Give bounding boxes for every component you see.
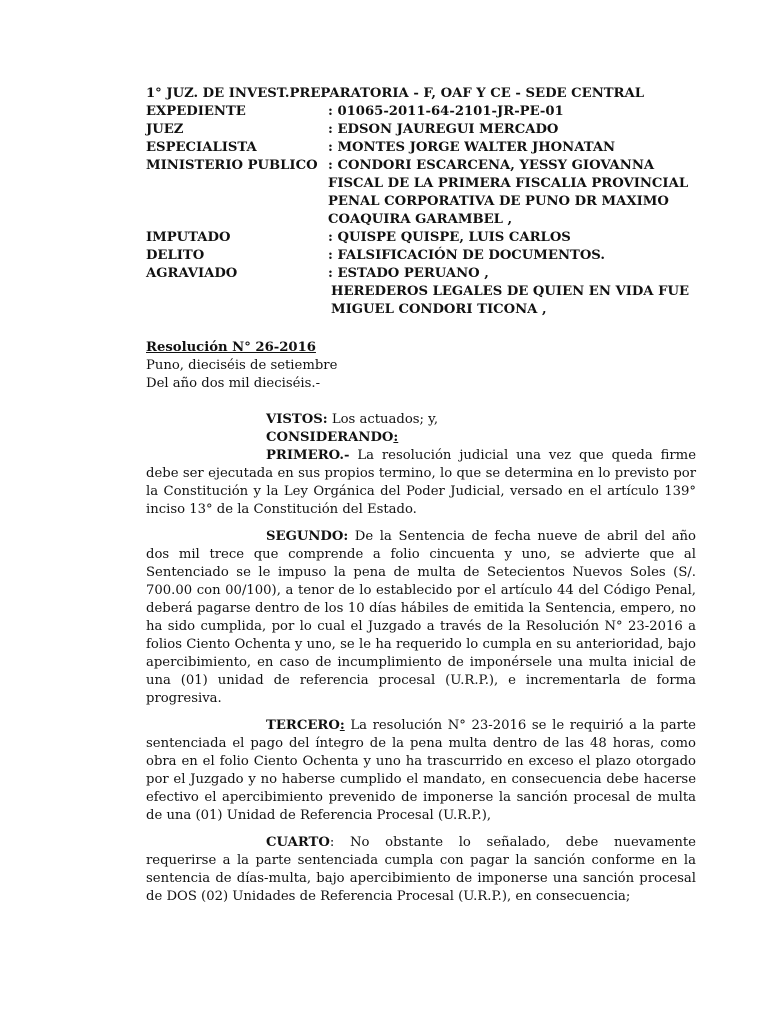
vistos-text: Los actuados; y, <box>327 412 439 427</box>
resolution-title <box>146 339 696 357</box>
resolution-place-date: Puno, dieciséis de setiembre <box>146 358 338 373</box>
primero-label: PRIMERO.- <box>266 448 350 463</box>
vistos-line <box>146 411 696 429</box>
vistos-label: VISTOS: <box>266 412 328 427</box>
header-value: : QUISPE QUISPE, LUIS CARLOS <box>328 230 571 245</box>
paragraph-primero <box>146 447 696 519</box>
paragraph-segundo <box>146 528 696 708</box>
header-label: IMPUTADO <box>146 230 231 245</box>
agraviado-continuation-line: HEREDEROS LEGALES DE QUIEN EN VIDA FUE <box>331 284 690 299</box>
header-value: : 01065-2011-64-2101-JR-PE-01 <box>328 104 564 119</box>
header-value: : FALSIFICACIÓN DE DOCUMENTOS. <box>328 248 605 263</box>
header-label: JUEZ <box>146 122 184 137</box>
tercero-text: La resolución N° 23-2016 se le requirió a la parte sentenciada el pago del íntegro de la pena multa dentro de las 48 horas, como obra en el folio Ciento Ochenta y uno ha trascurrido en exceso el plazo otorgado por el Juzgado y no haberse cumplido el mandato, en consecuencia debe hacerse efectivo el apercibimiento prevenido de imponerse la sanción procesal de multa de una (01) Unidad de Referencia Procesal (U.R.P.), <box>146 718 696 823</box>
header-label: MINISTERIO PUBLICO <box>146 158 318 173</box>
primero-text: La resolución judicial una vez que queda firme debe ser ejecutada en sus propios termino, lo que se determina en lo previsto por la Constitución y la Ley Orgánica del Poder Judicial, versado en el artículo 139° inciso 13° de la Constitución del Estado. <box>146 448 696 517</box>
paragraph-cuarto <box>146 834 696 906</box>
case-header <box>146 103 696 319</box>
header-label: AGRAVIADO <box>146 266 238 281</box>
considerando-label: CONSIDERANDO <box>266 430 394 445</box>
header-label: EXPEDIENTE <box>146 104 246 119</box>
header-row-imputado <box>146 229 696 247</box>
header-value: : EDSON JAUREGUI MERCADO <box>328 122 559 137</box>
ministerio-continuation-line: COAQUIRA GARAMBEL , <box>328 212 513 227</box>
cuarto-label: CUARTO <box>266 835 330 850</box>
considerando-line <box>146 429 696 447</box>
segundo-text: De la Sentencia de fecha nueve de abril del año dos mil trece que comprende a folio cincuenta y uno, se advierte que al Sentenciado se le impuso la pena de multa de Setecientos Nuevos Soles (S/. 700.00 con 00/100), a tenor de lo establecido por el artículo 44 del Código Penal, deberá pagarse dentro de los 10 días hábiles de emitida la Sentencia, empero, no ha sido cumplida, por lo cual el Juzgado a través de la Resolución N° 23-2016 a folios Ciento Ochenta y uno, se le ha requerido lo cumpla en su anterioridad, bajo apercibimiento, en caso de incumplimiento de imponérsele una multa inicial de una (01) unidad de referencia procesal (U.R.P.), e incrementarla de forma progresiva. <box>146 529 696 706</box>
header-label: ESPECIALISTA <box>146 140 257 155</box>
header-label: DELITO <box>146 248 205 263</box>
considerando-colon: : <box>393 430 399 445</box>
resolution-year: Del año dos mil dieciséis.- <box>146 376 321 391</box>
header-row-juez <box>146 121 696 139</box>
document-page <box>146 85 696 906</box>
resolution-title-text: Resolución N° 26-2016 <box>146 340 316 355</box>
court-name: 1° JUZ. DE INVEST.PREPARATORIA - F, OAF Y CE - SEDE CENTRAL <box>146 86 645 101</box>
header-row-agraviado <box>146 265 696 283</box>
header-row-expediente <box>146 103 696 121</box>
cuarto-text: : No obstante lo señalado, debe nuevamente requerirse a la parte sentenciada cumpla con pagar la sanción conforme en la sentencia de días-multa, bajo apercibimiento de imponerse una sanción procesal de DOS (02) Unidades de Referencia Procesal (U.R.P.), en consecuencia; <box>146 835 696 904</box>
header-row-especialista <box>146 139 696 157</box>
ministerio-continuation-line: FISCAL DE LA PRIMERA FISCALIA PROVINCIAL <box>328 176 689 191</box>
header-value: : ESTADO PERUANO , <box>328 266 489 281</box>
paragraph-tercero <box>146 717 696 825</box>
tercero-colon: : <box>339 718 345 733</box>
tercero-label: TERCERO <box>266 718 340 733</box>
header-value: : CONDORI ESCARCENA, YESSY GIOVANNA <box>328 158 655 173</box>
agraviado-continuation-line: MIGUEL CONDORI TICONA , <box>331 302 547 317</box>
segundo-label: SEGUNDO: <box>266 529 349 544</box>
ministerio-continuation-line: PENAL CORPORATIVA DE PUNO DR MAXIMO <box>328 194 669 209</box>
header-row-ministerio-publico <box>146 157 696 175</box>
header-value: : MONTES JORGE WALTER JHONATAN <box>328 140 616 155</box>
header-row-delito <box>146 247 696 265</box>
